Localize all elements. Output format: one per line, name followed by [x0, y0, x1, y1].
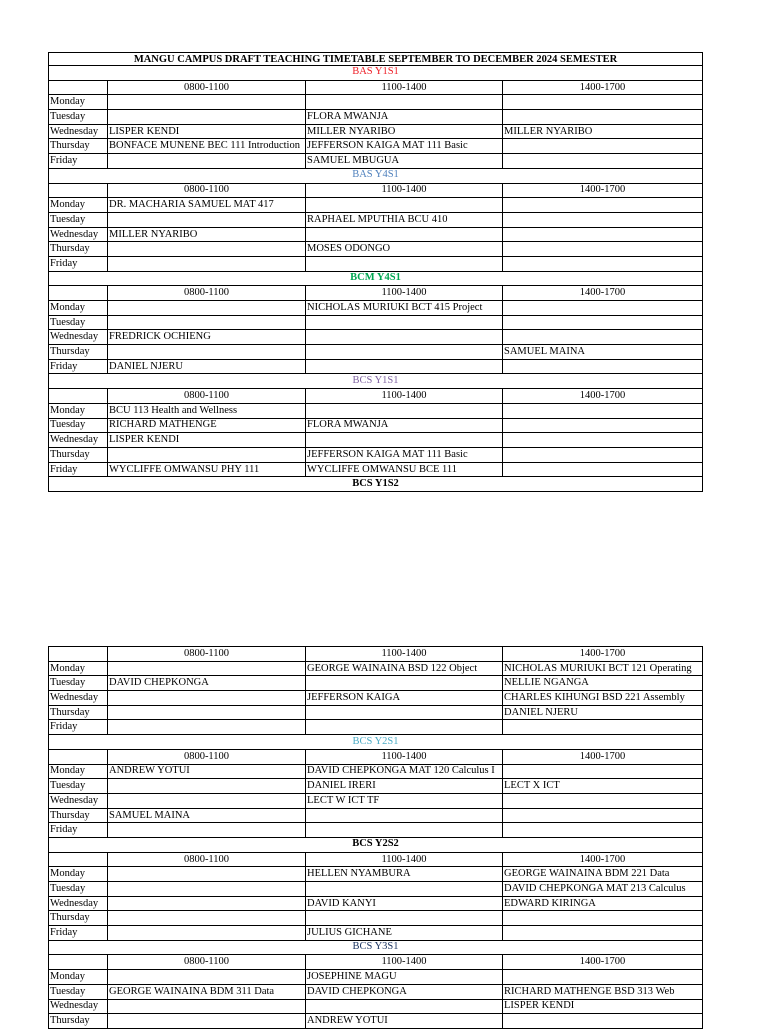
- day-wednesday: Wednesday: [49, 124, 108, 139]
- table-row: [49, 896, 703, 911]
- table-row: [49, 720, 703, 735]
- slot-1400-1700: 1400-1700: [503, 955, 703, 970]
- cell: [306, 911, 503, 926]
- table-row: [49, 110, 703, 125]
- time-header-row: [49, 852, 703, 867]
- slot-0800-1100: 0800-1100: [108, 286, 306, 301]
- section-title-bcs-y1s1: BCS Y1S1: [49, 374, 703, 389]
- day-thursday: Thursday: [49, 911, 108, 926]
- cell: [306, 315, 503, 330]
- table-row: [49, 676, 703, 691]
- cell: [108, 926, 306, 941]
- cell: FLORA MWANJA: [306, 110, 503, 125]
- cell: [108, 705, 306, 720]
- cell: MOSES ODONGO: [306, 242, 503, 257]
- cell: JOSEPHINE MAGU: [306, 970, 503, 985]
- cell: LISPER KENDI: [108, 433, 306, 448]
- day-friday: Friday: [49, 926, 108, 941]
- table-row: [49, 447, 703, 462]
- section-title-bcs-y2s2: BCS Y2S2: [49, 837, 703, 852]
- cell: [108, 154, 306, 169]
- cell: [503, 793, 703, 808]
- slot-1100-1400: 1100-1400: [306, 647, 503, 662]
- cell: RAPHAEL MPUTHIA BCU 410: [306, 212, 503, 227]
- cell: SAMUEL MBUGUA: [306, 154, 503, 169]
- day-monday: Monday: [49, 764, 108, 779]
- day-monday: Monday: [49, 970, 108, 985]
- cell: [306, 808, 503, 823]
- cell: [503, 720, 703, 735]
- table-row: [49, 970, 703, 985]
- cell: [108, 882, 306, 897]
- timetable-page-2: [48, 646, 703, 1029]
- cell: SAMUEL MAINA: [503, 345, 703, 360]
- cell: RICHARD MATHENGE: [108, 418, 306, 433]
- time-header-row: [49, 955, 703, 970]
- table-row: [49, 124, 703, 139]
- cell: [306, 433, 503, 448]
- table-row: [49, 999, 703, 1014]
- cell: WYCLIFFE OMWANSU PHY 111: [108, 462, 306, 477]
- cell: [503, 330, 703, 345]
- cell: GEORGE WAINAINA BDM 221 Data: [503, 867, 703, 882]
- table-row: [49, 227, 703, 242]
- time-header-row: [49, 286, 703, 301]
- section-title-bcm-y4s1: BCM Y4S1: [49, 271, 703, 286]
- day-friday: Friday: [49, 154, 108, 169]
- table-row: [49, 256, 703, 271]
- cell: CHARLES KIHUNGI BSD 221 Assembly: [503, 691, 703, 706]
- cell: BONFACE MUNENE BEC 111 Introduction: [108, 139, 306, 154]
- cell: [503, 823, 703, 838]
- time-header-row: [49, 389, 703, 404]
- cell: [108, 911, 306, 926]
- cell: [108, 867, 306, 882]
- cell: [306, 345, 503, 360]
- cell: [108, 779, 306, 794]
- cell: [306, 720, 503, 735]
- day-wednesday: Wednesday: [49, 793, 108, 808]
- cell: [503, 154, 703, 169]
- cell: [108, 661, 306, 676]
- cell: [503, 911, 703, 926]
- cell: [503, 198, 703, 213]
- cell: [503, 227, 703, 242]
- cell: [503, 970, 703, 985]
- day-thursday: Thursday: [49, 345, 108, 360]
- cell: LISPER KENDI: [503, 999, 703, 1014]
- cell: LECT W ICT TF: [306, 793, 503, 808]
- table-row: [49, 793, 703, 808]
- slot-0800-1100: 0800-1100: [108, 80, 306, 95]
- day-tuesday: Tuesday: [49, 984, 108, 999]
- day-monday: Monday: [49, 198, 108, 213]
- table-row: [49, 779, 703, 794]
- table-row: [49, 926, 703, 941]
- table-row: [49, 330, 703, 345]
- day-monday: Monday: [49, 403, 108, 418]
- table-row: [49, 315, 703, 330]
- day-tuesday: Tuesday: [49, 779, 108, 794]
- time-header-row: [49, 80, 703, 95]
- cell: [306, 823, 503, 838]
- cell: [108, 242, 306, 257]
- cell: ANDREW YOTUI: [306, 1014, 503, 1029]
- cell: JEFFERSON KAIGA MAT 111 Basic: [306, 447, 503, 462]
- cell: NICHOLAS MURIUKI BCT 121 Operating: [503, 661, 703, 676]
- cell: DAVID KANYI: [306, 896, 503, 911]
- slot-1400-1700: 1400-1700: [503, 80, 703, 95]
- cell: [503, 403, 703, 418]
- slot-1100-1400: 1100-1400: [306, 183, 503, 198]
- day-friday: Friday: [49, 720, 108, 735]
- cell: [503, 418, 703, 433]
- day-monday: Monday: [49, 95, 108, 110]
- slot-1100-1400: 1100-1400: [306, 389, 503, 404]
- day-wednesday: Wednesday: [49, 227, 108, 242]
- table-row: [49, 764, 703, 779]
- cell: [108, 447, 306, 462]
- cell: [108, 691, 306, 706]
- slot-1400-1700: 1400-1700: [503, 852, 703, 867]
- table-row: [49, 403, 703, 418]
- cell: [108, 999, 306, 1014]
- cell: [108, 110, 306, 125]
- table-row: [49, 301, 703, 316]
- table-row: [49, 212, 703, 227]
- cell: [503, 95, 703, 110]
- cell: [108, 720, 306, 735]
- cell: MILLER NYARIBO: [306, 124, 503, 139]
- time-header-row: [49, 183, 703, 198]
- cell: NICHOLAS MURIUKI BCT 415 Project: [306, 301, 503, 316]
- cell: [306, 256, 503, 271]
- day-thursday: Thursday: [49, 705, 108, 720]
- cell: [108, 95, 306, 110]
- section-title-bcs-y2s1: BCS Y2S1: [49, 735, 703, 750]
- cell: HELLEN NYAMBURA: [306, 867, 503, 882]
- day-thursday: Thursday: [49, 242, 108, 257]
- cell: DR. MACHARIA SAMUEL MAT 417: [108, 198, 306, 213]
- day-thursday: Thursday: [49, 1014, 108, 1029]
- cell: [503, 764, 703, 779]
- cell: JEFFERSON KAIGA MAT 111 Basic: [306, 139, 503, 154]
- cell: JULIUS GICHANE: [306, 926, 503, 941]
- cell: [306, 359, 503, 374]
- day-monday: Monday: [49, 867, 108, 882]
- day-monday: Monday: [49, 661, 108, 676]
- table-row: [49, 242, 703, 257]
- day-friday: Friday: [49, 359, 108, 374]
- cell: BCU 113 Health and Wellness: [108, 403, 306, 418]
- cell: [503, 926, 703, 941]
- cell: LECT X ICT: [503, 779, 703, 794]
- slot-0800-1100: 0800-1100: [108, 852, 306, 867]
- cell: DAVID CHEPKONGA MAT 213 Calculus: [503, 882, 703, 897]
- day-wednesday: Wednesday: [49, 896, 108, 911]
- cell: [306, 676, 503, 691]
- cell: [306, 227, 503, 242]
- cell: EDWARD KIRINGA: [503, 896, 703, 911]
- slot-1100-1400: 1100-1400: [306, 80, 503, 95]
- cell: [503, 242, 703, 257]
- cell: MILLER NYARIBO: [108, 227, 306, 242]
- cell: [503, 359, 703, 374]
- cell: [306, 882, 503, 897]
- cell: [108, 896, 306, 911]
- cell: [108, 301, 306, 316]
- table-row: [49, 433, 703, 448]
- cell: [306, 330, 503, 345]
- document-title: MANGU CAMPUS DRAFT TEACHING TIMETABLE SEPTEMBER TO DECEMBER 2024 SEMESTER: [49, 53, 703, 66]
- cell: [503, 808, 703, 823]
- cell: LISPER KENDI: [108, 124, 306, 139]
- day-tuesday: Tuesday: [49, 212, 108, 227]
- slot-1400-1700: 1400-1700: [503, 647, 703, 662]
- day-tuesday: Tuesday: [49, 315, 108, 330]
- slot-1400-1700: 1400-1700: [503, 389, 703, 404]
- table-row: [49, 823, 703, 838]
- cell: [503, 110, 703, 125]
- day-wednesday: Wednesday: [49, 691, 108, 706]
- slot-0800-1100: 0800-1100: [108, 955, 306, 970]
- slot-1400-1700: 1400-1700: [503, 749, 703, 764]
- slot-1100-1400: 1100-1400: [306, 749, 503, 764]
- cell: [503, 139, 703, 154]
- time-header-row: [49, 749, 703, 764]
- cell: [108, 212, 306, 227]
- slot-1400-1700: 1400-1700: [503, 286, 703, 301]
- table-row: [49, 705, 703, 720]
- section-title-bcs-y1s2: BCS Y1S2: [49, 477, 703, 492]
- day-friday: Friday: [49, 823, 108, 838]
- slot-0800-1100: 0800-1100: [108, 183, 306, 198]
- day-tuesday: Tuesday: [49, 418, 108, 433]
- table-row: [49, 154, 703, 169]
- slot-1100-1400: 1100-1400: [306, 286, 503, 301]
- cell: [306, 198, 503, 213]
- table-row: [49, 867, 703, 882]
- table-row: [49, 911, 703, 926]
- cell: [108, 1014, 306, 1029]
- cell: [306, 95, 503, 110]
- table-row: [49, 139, 703, 154]
- table-row: [49, 1014, 703, 1029]
- cell: DANIEL NJERU: [503, 705, 703, 720]
- slot-1100-1400: 1100-1400: [306, 955, 503, 970]
- table-row: [49, 661, 703, 676]
- cell: [503, 256, 703, 271]
- table-row: [49, 462, 703, 477]
- day-tuesday: Tuesday: [49, 882, 108, 897]
- cell: [503, 315, 703, 330]
- cell: GEORGE WAINAINA BSD 122 Object: [306, 661, 503, 676]
- time-header-row: [49, 647, 703, 662]
- cell: GEORGE WAINAINA BDM 311 Data: [108, 984, 306, 999]
- cell: [306, 999, 503, 1014]
- table-row: [49, 95, 703, 110]
- cell: [108, 256, 306, 271]
- cell: [503, 1014, 703, 1029]
- cell: DANIEL NJERU: [108, 359, 306, 374]
- day-thursday: Thursday: [49, 808, 108, 823]
- table-row: [49, 882, 703, 897]
- timetable-page-1: [48, 52, 703, 492]
- cell: [108, 793, 306, 808]
- slot-1100-1400: 1100-1400: [306, 852, 503, 867]
- cell: DANIEL IRERI: [306, 779, 503, 794]
- table-row: [49, 345, 703, 360]
- cell: FREDRICK OCHIENG: [108, 330, 306, 345]
- day-thursday: Thursday: [49, 139, 108, 154]
- cell: DAVID CHEPKONGA: [306, 984, 503, 999]
- cell: [503, 301, 703, 316]
- cell: SAMUEL MAINA: [108, 808, 306, 823]
- slot-0800-1100: 0800-1100: [108, 389, 306, 404]
- day-tuesday: Tuesday: [49, 110, 108, 125]
- cell: DAVID CHEPKONGA MAT 120 Calculus I: [306, 764, 503, 779]
- day-tuesday: Tuesday: [49, 676, 108, 691]
- cell: WYCLIFFE OMWANSU BCE 111: [306, 462, 503, 477]
- cell: [503, 212, 703, 227]
- cell: [108, 345, 306, 360]
- day-monday: Monday: [49, 301, 108, 316]
- cell: [306, 403, 503, 418]
- section-title-bas-y4s1: BAS Y4S1: [49, 168, 703, 183]
- cell: ANDREW YOTUI: [108, 764, 306, 779]
- day-thursday: Thursday: [49, 447, 108, 462]
- table-row: [49, 808, 703, 823]
- day-friday: Friday: [49, 256, 108, 271]
- section-title-bcs-y3s1: BCS Y3S1: [49, 940, 703, 955]
- table-row: [49, 984, 703, 999]
- slot-0800-1100: 0800-1100: [108, 749, 306, 764]
- table-row: [49, 359, 703, 374]
- cell: DAVID CHEPKONGA: [108, 676, 306, 691]
- slot-1400-1700: 1400-1700: [503, 183, 703, 198]
- day-friday: Friday: [49, 462, 108, 477]
- cell: RICHARD MATHENGE BSD 313 Web: [503, 984, 703, 999]
- table-row: [49, 418, 703, 433]
- cell: NELLIE NGANGA: [503, 676, 703, 691]
- cell: [306, 705, 503, 720]
- table-row: [49, 691, 703, 706]
- day-wednesday: Wednesday: [49, 330, 108, 345]
- table-row: [49, 198, 703, 213]
- cell: [503, 462, 703, 477]
- cell: [503, 433, 703, 448]
- cell: [503, 447, 703, 462]
- cell: MILLER NYARIBO: [503, 124, 703, 139]
- day-wednesday: Wednesday: [49, 433, 108, 448]
- cell: [108, 970, 306, 985]
- cell: JEFFERSON KAIGA: [306, 691, 503, 706]
- cell: FLORA MWANJA: [306, 418, 503, 433]
- section-title-bas-y1s1: BAS Y1S1: [49, 66, 703, 81]
- slot-0800-1100: 0800-1100: [108, 647, 306, 662]
- cell: [108, 823, 306, 838]
- day-wednesday: Wednesday: [49, 999, 108, 1014]
- cell: [108, 315, 306, 330]
